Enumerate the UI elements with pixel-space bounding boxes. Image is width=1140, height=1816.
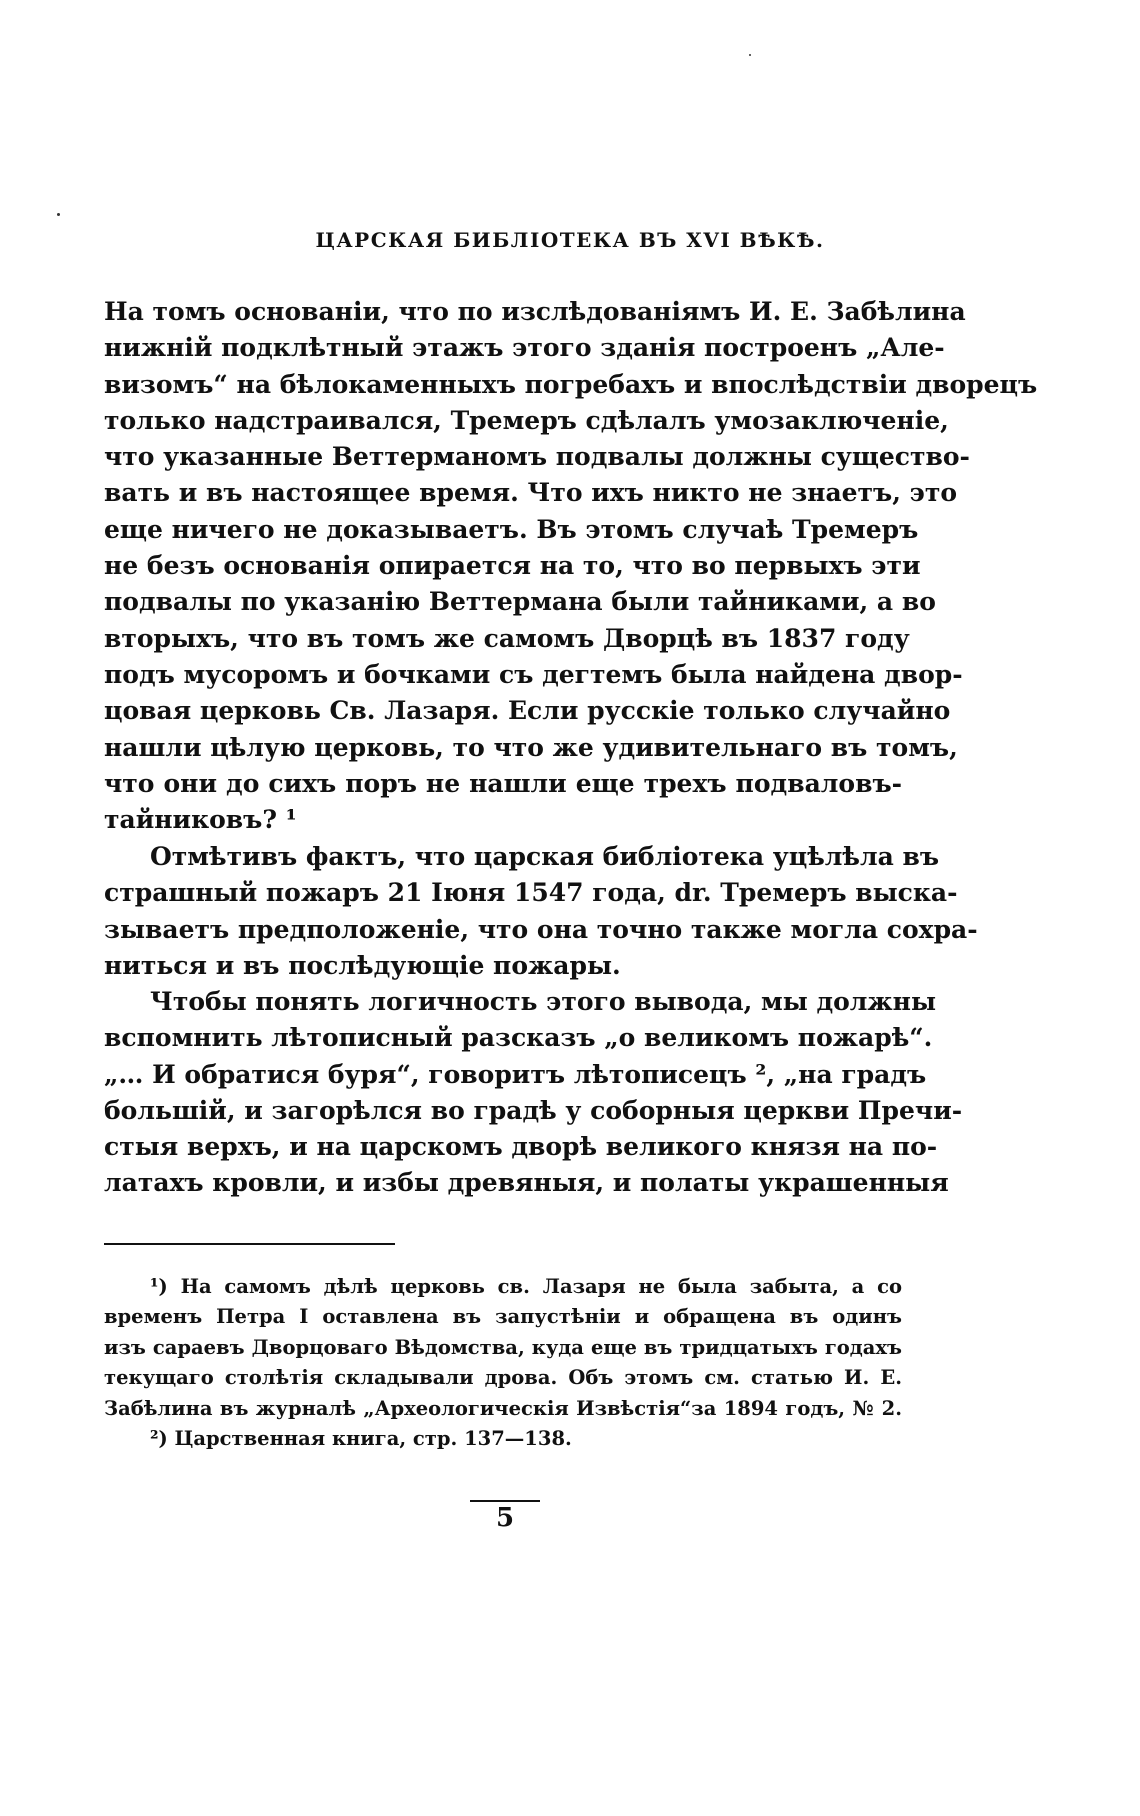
- footnote-separator: [104, 1243, 395, 1245]
- text-line: стыя верхъ, и на царскомъ дворѣ великого князя на по-: [104, 1132, 938, 1162]
- text-line: „… И обратися буря“, говоритъ лѣтописецъ ², „на градъ: [104, 1059, 927, 1089]
- text-line: только надстраивался, Тремеръ сдѣлалъ умозаключеніе,: [104, 405, 949, 435]
- footnote-line: ¹) На самомъ дѣлѣ церковь св. Лазаря не была забыта, а со: [150, 1275, 902, 1298]
- text-line: Отмѣтивъ фактъ, что царская библіотека уцѣлѣла въ: [150, 842, 940, 871]
- footnotes: [104, 1272, 902, 1454]
- text-line: вспомнить лѣтописный разсказъ „о великомъ пожарѣ“.: [104, 1023, 933, 1053]
- paragraph-3: [104, 984, 963, 1202]
- text-line: ниться и въ послѣдующіе пожары.: [104, 950, 621, 980]
- running-header: ЦАРСКАЯ БИБЛІОТЕКА ВЪ XVI ВѢКѢ.: [315, 228, 825, 252]
- footnote-line: временъ Петра I оставлена въ запустѣніи и обращена въ одинъ: [104, 1305, 902, 1329]
- page-number-rule: [470, 1500, 540, 1502]
- text-line: Чтобы понять логичность этого вывода, мы должны: [150, 987, 937, 1016]
- text-line: На томъ основаніи, что по изслѣдованіямъ И. Е. Забѣлина: [104, 297, 966, 326]
- footnote-line: Забѣлина въ журналѣ „Археологическія Извѣстія“за 1894 годъ, № 2.: [104, 1396, 902, 1420]
- page-number: 5: [495, 1503, 515, 1533]
- paragraph-1: [104, 294, 1038, 838]
- text-line: зываетъ предположеніе, что она точно также могла сохра-: [104, 914, 978, 944]
- paragraph-2: [104, 839, 978, 984]
- text-line: нашли цѣлую церковь, то что же удивительнаго въ томъ,: [104, 732, 958, 762]
- text-line: визомъ“ на бѣлокаменныхъ погребахъ и впослѣдствіи дворецъ: [104, 369, 1038, 399]
- scan-speck: [57, 213, 60, 216]
- footnote-line: изъ сараевъ Дворцоваго Вѣдомства, куда еще въ тридцатыхъ годахъ: [104, 1335, 902, 1359]
- text-line: нижній подклѣтный этажъ этого зданія построенъ „Але-: [104, 333, 945, 363]
- text-line: не безъ основанія опирается на то, что во первыхъ эти: [104, 551, 921, 581]
- text-line: еще ничего не доказываетъ. Въ этомъ случаѣ Тремеръ: [104, 514, 919, 544]
- text-line: вторыхъ, что въ томъ же самомъ Дворцѣ въ 1837 году: [104, 623, 910, 653]
- text-line: подъ мусоромъ и бочками съ дегтемъ была найдена двор-: [104, 659, 963, 689]
- text-line: вать и въ настоящее время. Что ихъ никто не знаетъ, это: [104, 478, 958, 508]
- text-line: тайниковъ? ¹: [104, 805, 297, 835]
- text-line: страшный пожаръ 21 Іюня 1547 года, dr. Тремеръ выска-: [104, 878, 958, 908]
- text-line: большій, и загорѣлся во градѣ у соборныя церкви Пречи-: [104, 1095, 963, 1125]
- text-line: что указанные Веттерманомъ подвалы должны существо-: [104, 442, 970, 472]
- text-line: подвалы по указанію Веттермана были тайниками, а во: [104, 587, 936, 617]
- text-line: что они до сихъ поръ не нашли еще трехъ подваловъ-: [104, 768, 902, 798]
- text-line: цовая церковь Св. Лазаря. Если русскіе только случайно: [104, 696, 951, 726]
- scan-speck: [749, 54, 751, 56]
- footnote-line: ²) Царственная книга, стр. 137—138.: [150, 1426, 572, 1450]
- footnote-line: текущаго столѣтія складывали дрова. Объ этомъ см. статью И. Е.: [104, 1366, 902, 1390]
- text-line: латахъ кровли, и избы древяныя, и полаты украшенныя: [104, 1168, 949, 1198]
